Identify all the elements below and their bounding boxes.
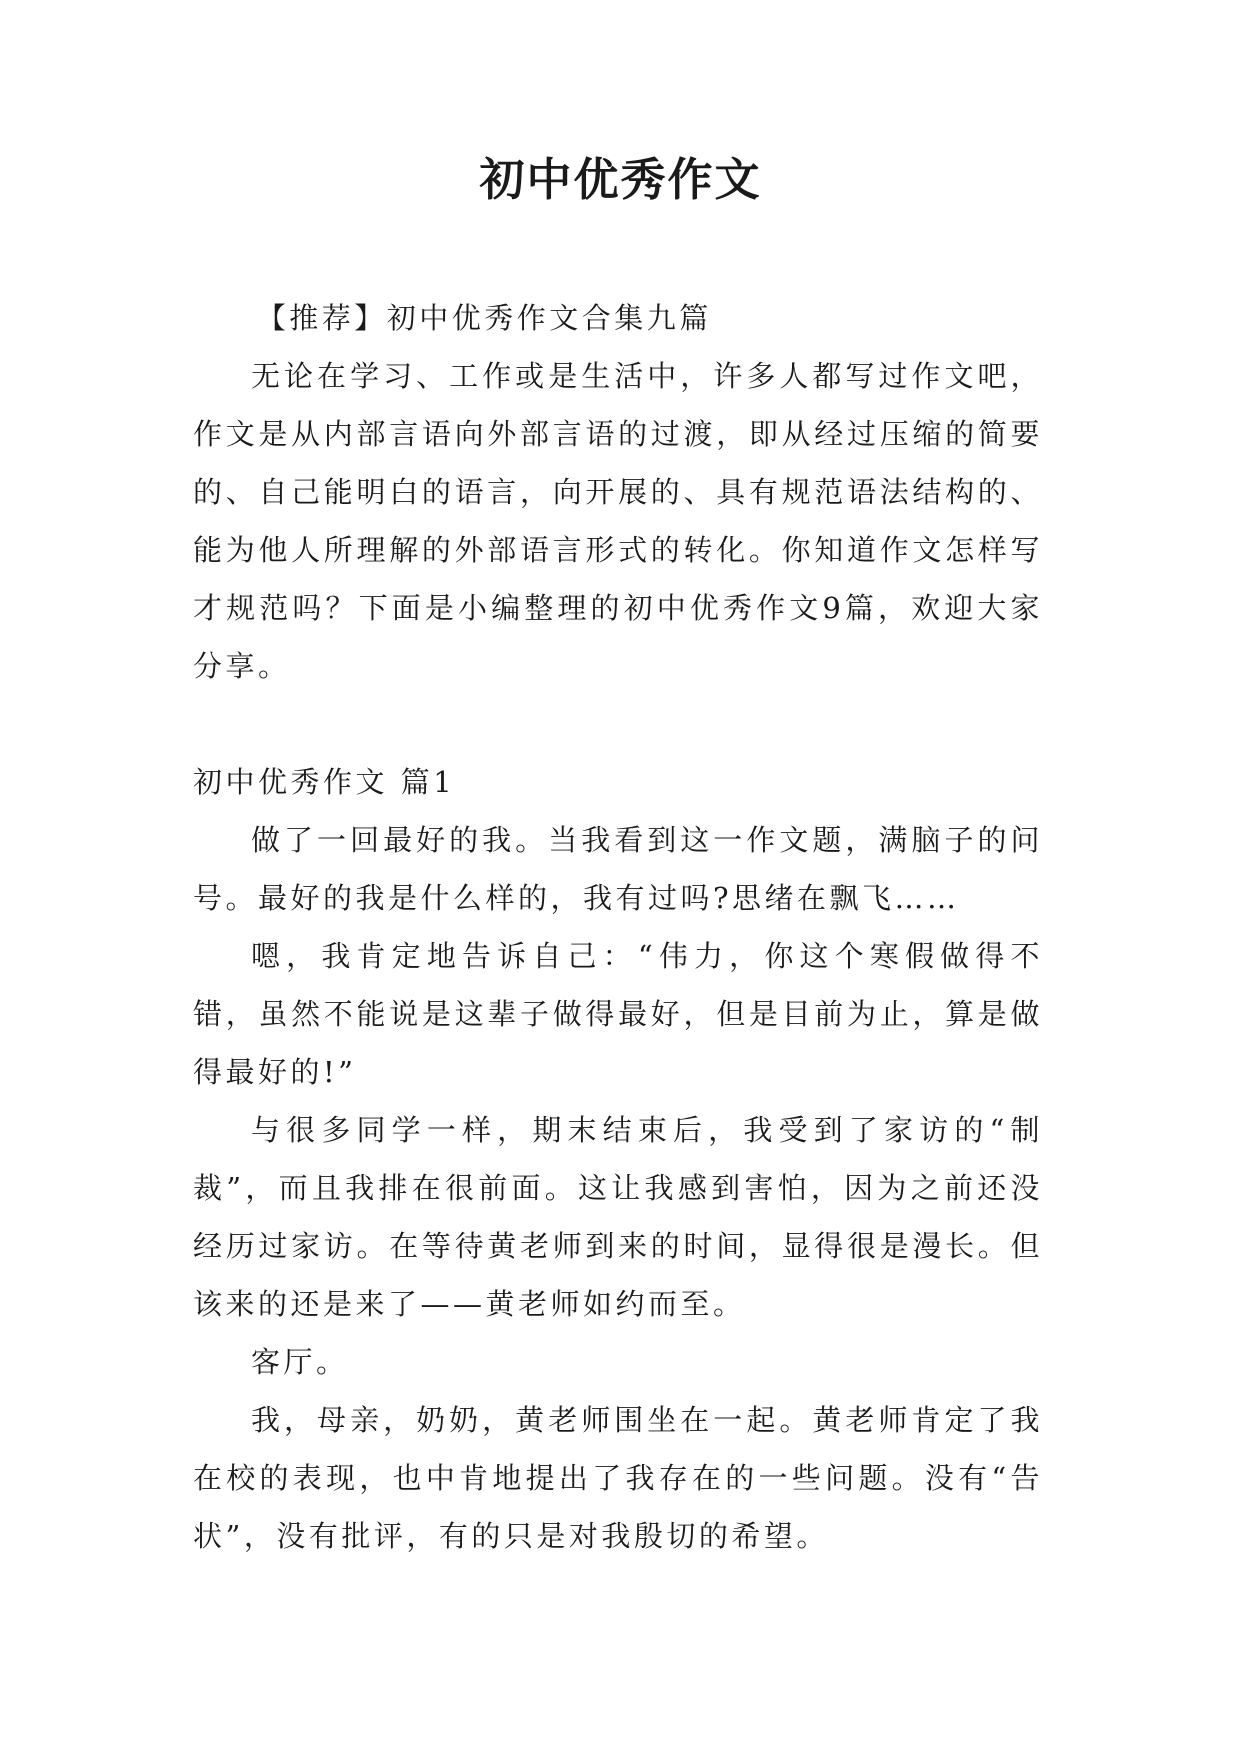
document-title: 初中优秀作文 [479,153,762,206]
body-paragraph: 客厅。 [251,1345,349,1379]
document-body [193,289,1043,1565]
intro-paragraph: 无论在学习、工作或是生活中，许多人都写过作文吧，作文是从内部言语向外部言语的过渡，即从经过压缩的简要的、自己能明白的语言，向开展的、具有规范语法结构的、能为他人所理解的外部语言形式的转化。你知道作文怎样写才规范吗？下面是小编整理的初中优秀作文9篇，欢迎大家分享。 [193,359,1043,683]
section-heading: 初中优秀作文 篇1 [193,765,456,799]
subtitle-line: 【推荐】初中优秀作文合集九篇 [256,301,712,335]
body-paragraph: 嗯，我肯定地告诉自己：“伟力，你这个寒假做得不错，虽然不能说是这辈子做得最好，但是目前为止，算是做得最好的!” [193,939,1043,1089]
body-paragraph: 我，母亲，奶奶，黄老师围坐在一起。黄老师肯定了我在校的表现，也中肯地提出了我存在的一些问题。没有“告状”，没有批评，有的只是对我殷切的希望。 [193,1403,1043,1553]
body-paragraph: 与很多同学一样，期末结束后，我受到了家访的“制裁”，而且我排在很前面。这让我感到害怕，因为之前还没经历过家访。在等待黄老师到来的时间，显得很是漫长。但该来的还是来了——黄老师如约而至。 [193,1113,1043,1321]
body-paragraph: 做了一回最好的我。当我看到这一作文题，满脑子的问号。最好的我是什么样的，我有过吗?思绪在飘飞…… [193,823,1043,915]
